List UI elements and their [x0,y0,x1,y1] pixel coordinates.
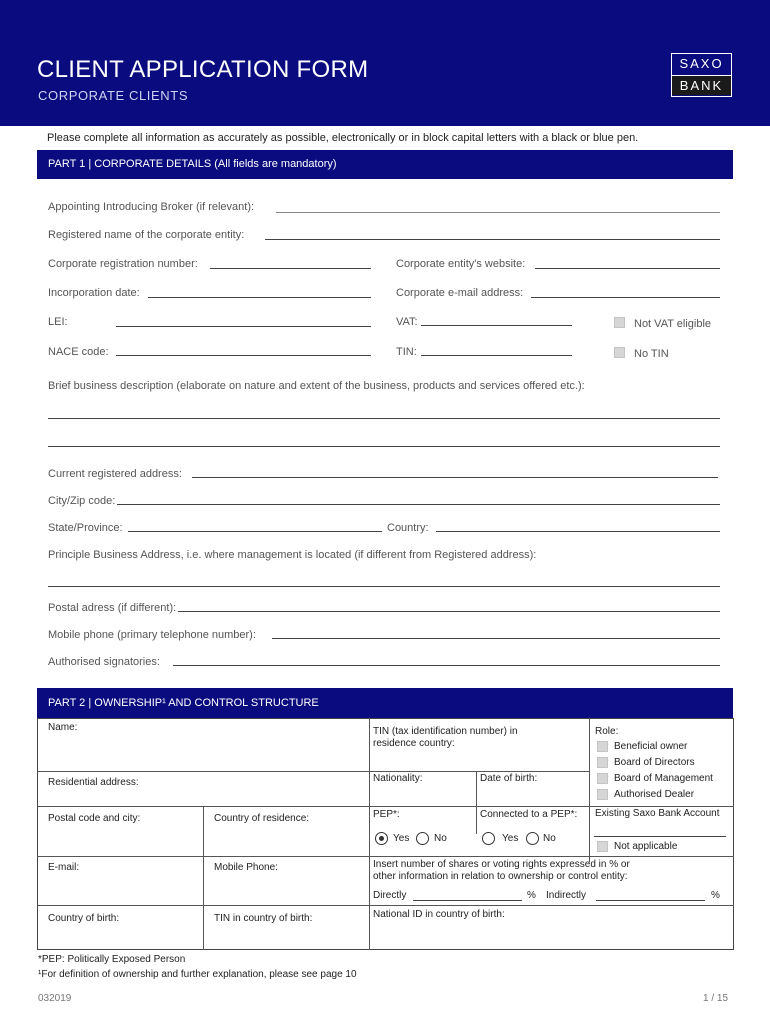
connected-pep-no-label: No [543,833,556,844]
role-board-management-checkbox[interactable] [597,773,608,784]
pep-yes-label: Yes [393,833,410,844]
not-applicable-checkbox[interactable] [597,841,608,852]
business-description-line-1[interactable] [48,418,720,419]
tin-label: TIN: [396,346,417,358]
role-board-directors-checkbox[interactable] [597,757,608,768]
logo-text-bank: BANK [672,75,731,95]
residential-address-label: Residential address: [48,777,139,788]
mobile-label: Mobile Phone: [214,862,278,873]
principle-address-label: Principle Business Address, i.e. where management is located (if different from Registered address): [48,549,537,561]
email-label: E-mail: [48,862,80,873]
shares-label-2: other information in relation to ownership or control entity: [373,871,628,882]
table-divider [203,806,204,950]
city-zip-field[interactable] [117,504,720,505]
tin-birth-label: TIN in country of birth: [214,913,313,924]
role-authorised-dealer-checkbox[interactable] [597,789,608,800]
website-field[interactable] [535,268,720,269]
table-divider [369,718,370,950]
pep-no-radio[interactable] [416,832,429,845]
date-of-birth-label: Date of birth: [480,773,538,784]
table-divider [37,856,369,857]
corporate-email-field[interactable] [531,297,720,298]
business-description-line-2[interactable] [48,446,720,447]
no-tin-checkbox[interactable] [614,347,625,358]
role-board-directors-label: Board of Directors [614,757,695,768]
table-divider [369,905,734,906]
name-cell-label: Name: [48,722,78,733]
registered-name-label: Registered name of the corporate entity: [48,229,245,241]
table-divider [37,806,589,807]
logo-text-saxo: SAXO [672,56,731,74]
mobile-phone-label: Mobile phone (primary telephone number): [48,629,256,641]
page-number: 1 / 15 [703,993,729,1004]
shares-label-1: Insert number of shares or voting rights expressed in % or [373,859,630,870]
connected-pep-no-radio[interactable] [526,832,539,845]
page-title: CLIENT APPLICATION FORM [37,56,369,83]
role-label: Role: [595,726,619,737]
table-divider [37,905,369,906]
tin-residence-label-1: TIN (tax identification number) in [373,726,518,737]
website-label: Corporate entity's website: [396,258,526,270]
tin-field[interactable] [421,355,572,356]
role-beneficial-owner-label: Beneficial owner [614,741,688,752]
reg-number-field[interactable] [210,268,371,269]
role-board-management-label: Board of Management [614,773,713,784]
indirectly-label: Indirectly [546,890,587,901]
pep-no-label: No [434,833,447,844]
table-divider [589,806,734,807]
nationality-label: Nationality: [373,773,423,784]
page-subtitle: CORPORATE CLIENTS [38,88,189,103]
saxo-bank-logo [671,53,732,97]
country-residence-label: Country of residence: [214,813,310,824]
mobile-phone-field[interactable] [272,638,720,639]
directly-percent: % [527,890,536,901]
table-divider [589,718,590,862]
part2-heading: PART 2 | OWNERSHIP¹ AND CONTROL STRUCTURE [37,688,733,718]
table-divider [369,856,734,857]
ownership-footnote: ¹For definition of ownership and further explanation, please see page 10 [38,969,357,980]
business-description-label: Brief business description (elaborate on nature and extent of the business, products and services offered etc.): [48,380,585,392]
registered-address-field[interactable] [192,477,718,478]
role-beneficial-owner-checkbox[interactable] [597,741,608,752]
connected-pep-yes-radio[interactable] [482,832,495,845]
lei-label: LEI: [48,316,68,328]
table-divider [37,771,369,772]
nace-label: NACE code: [48,346,109,358]
reg-number-label: Corporate registration number: [48,258,198,270]
table-divider [476,771,477,834]
connected-pep-label: Connected to a PEP*: [480,809,578,820]
postal-address-field[interactable] [178,611,720,612]
not-vat-eligible-checkbox[interactable] [614,317,625,328]
corporate-email-label: Corporate e-mail address: [396,287,524,299]
principle-address-field[interactable] [48,586,720,587]
indirectly-field[interactable] [596,900,705,901]
postal-address-label: Postal adress (if different): [48,602,177,614]
pep-label: PEP*: [373,809,400,820]
signatories-label: Authorised signatories: [48,656,160,668]
part1-heading: PART 1 | CORPORATE DETAILS (All fields are mandatory) [37,150,733,179]
city-zip-label: City/Zip code: [48,495,116,507]
broker-field[interactable] [276,212,720,213]
connected-pep-yes-label: Yes [502,833,519,844]
vat-label: VAT: [396,316,418,328]
no-tin-label: No TIN [634,348,669,360]
pep-footnote: *PEP: Politically Exposed Person [38,954,186,965]
directly-label: Directly [373,890,407,901]
signatories-field[interactable] [173,665,720,666]
not-vat-eligible-label: Not VAT eligible [634,318,712,330]
nace-field[interactable] [116,355,371,356]
national-id-label: National ID in country of birth: [373,909,505,920]
country-birth-label: Country of birth: [48,913,120,924]
existing-account-label: Existing Saxo Bank Account [595,808,720,819]
role-authorised-dealer-label: Authorised Dealer [614,789,695,800]
vat-field[interactable] [421,325,572,326]
registered-name-field[interactable] [265,239,720,240]
inc-date-label: Incorporation date: [48,287,140,299]
table-divider [369,771,589,772]
registered-address-label: Current registered address: [48,468,182,480]
tin-residence-label-2: residence country: [373,738,455,749]
broker-label: Appointing Introducing Broker (if relevant): [48,201,255,213]
pep-yes-radio[interactable] [375,832,388,845]
not-applicable-label: Not applicable [614,841,678,852]
lei-field[interactable] [116,326,371,327]
intro-text: Please complete all information as accurately as possible, electronically or in block capital letters with a black or blue pen. [47,132,639,144]
country-label: Country: [387,522,429,534]
country-field[interactable] [436,531,720,532]
existing-account-field[interactable] [594,836,726,837]
indirectly-percent: % [711,890,720,901]
state-field[interactable] [128,531,382,532]
form-code: 032019 [38,993,72,1004]
inc-date-field[interactable] [148,297,371,298]
postal-city-label: Postal code and city: [48,813,141,824]
directly-field[interactable] [413,900,522,901]
state-label: State/Province: [48,522,123,534]
